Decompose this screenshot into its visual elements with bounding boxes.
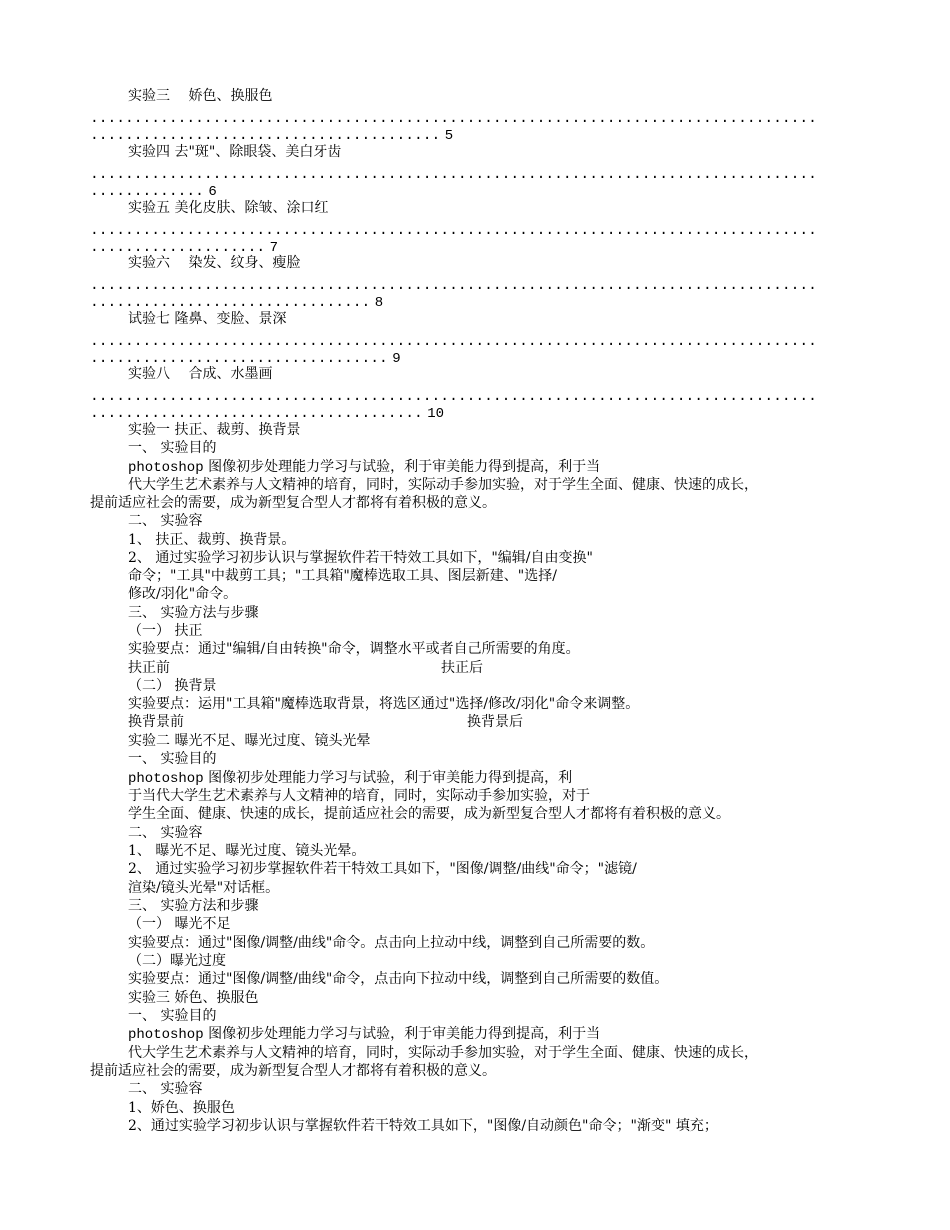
paragraph-line: 实验要点：通过"图像/调整/曲线"命令。点击向上拉动中线，调整到自己所需要的数。 xyxy=(128,935,655,951)
toc-page-number: 5 xyxy=(444,128,454,144)
list-item: 2、通过实验学习初步认识与掌握软件若干特效工具如下，"图像/自动颜色"命令；"渐变" 填充； xyxy=(128,1118,718,1134)
toc-page-number: 8 xyxy=(374,295,384,311)
toc-dots: .................................. xyxy=(90,351,388,367)
toc-leader: ................................................................................... xyxy=(90,278,817,294)
subsection-heading: 三、 实验方法与步骤 xyxy=(128,605,259,621)
toc-leader: ................................................................................... xyxy=(90,223,817,239)
toc-dots: .................... xyxy=(90,240,266,256)
toc-dots: ...................................... xyxy=(90,406,423,422)
paragraph-text: 图像初步处理能力学习与试验，利于审美能力得到提高，利于当 xyxy=(203,459,601,475)
list-item: 2、 通过实验学习初步认识与掌握软件若干特效工具如下，"编辑/自由变换" xyxy=(128,550,593,566)
list-item: 1、 曝光不足、曝光过度、镜头光晕。 xyxy=(128,843,366,859)
subsection-heading: 二、 实验容 xyxy=(128,513,203,529)
paragraph-text: 图像初步处理能力学习与试验，利于审美能力得到提高，利于当 xyxy=(203,1026,601,1042)
subsection-heading: 一、 实验目的 xyxy=(128,751,217,767)
toc-title: 实验五 美化皮肤、除皱、涂口红 xyxy=(128,200,329,216)
step-heading: （二）曝光过度 xyxy=(128,953,226,969)
toc-page-number: 7 xyxy=(269,240,279,256)
toc-page-number: 6 xyxy=(208,184,217,200)
toc-leader: ................................................................................... xyxy=(90,167,817,183)
step-heading: （二） 换背景 xyxy=(128,678,217,694)
paragraph-line: 实验要点：通过"图像/调整/曲线"命令，点击向下拉动中线，调整到自己所需要的数值。 xyxy=(128,971,669,987)
paragraph-line: 学生全面、健康、快速的成长，提前适应社会的需要，成为新型复合型人才都将有着积极的意义。 xyxy=(128,806,730,822)
toc-leader: ................................................................................... xyxy=(90,334,817,350)
toc-title: 试验七 隆鼻、变脸、景深 xyxy=(128,311,287,327)
software-name: photoshop xyxy=(128,1027,204,1043)
toc-title: 实验四 去"斑"、除眼袋、美白牙齿 xyxy=(128,144,342,160)
subsection-heading: 二、 实验容 xyxy=(128,825,203,841)
subsection-heading: 一、 实验目的 xyxy=(128,440,217,456)
toc-title: 实验六 染发、纹身、瘦脸 xyxy=(128,255,301,271)
toc-leader-tail xyxy=(90,404,444,422)
subsection-heading: 一、 实验目的 xyxy=(128,1008,217,1024)
toc-leader-tail xyxy=(90,126,453,144)
toc-leader-tail xyxy=(90,293,383,311)
paragraph-line xyxy=(128,458,600,476)
toc-title: 实验八 合成、水墨画 xyxy=(128,366,273,382)
toc-dots: ................................ xyxy=(90,295,371,311)
subsection-heading: 三、 实验方法和步骤 xyxy=(128,898,259,914)
toc-page-number: 10 xyxy=(427,406,445,422)
paragraph-line: 实验要点：运用"工具箱"魔棒选取背景，将选区通过"选择/修改/羽化"命令来调整。 xyxy=(128,696,640,712)
paragraph-line: 代大学生艺术素养与人文精神的培育，同时，实际动手参加实验，对于学生全面、健康、快速的成长， xyxy=(128,1045,758,1061)
subsection-heading: 二、 实验容 xyxy=(128,1081,203,1097)
image-caption: 换背景后 xyxy=(467,714,523,730)
section-heading: 实验二 曝光不足、曝光过度、镜头光晕 xyxy=(128,733,371,749)
paragraph-line xyxy=(128,1025,600,1043)
toc-page-number: 9 xyxy=(392,351,401,367)
toc-dots: ........................................ xyxy=(90,128,441,144)
paragraph-line: 代大学生艺术素养与人文精神的培育，同时，实际动手参加实验，对于学生全面、健康、快速的成长， xyxy=(128,477,758,493)
paragraph-line: 提前适应社会的需要，成为新型复合型人才都将有着积极的意义。 xyxy=(90,1063,496,1079)
paragraph-line: 实验要点：通过"编辑/自由转换"命令，调整水平或者自己所需要的角度。 xyxy=(128,641,580,657)
paragraph-text: 图像初步处理能力学习与试验，利于审美能力得到提高，利 xyxy=(203,770,573,786)
software-name: photoshop xyxy=(128,771,204,787)
toc-leader: ................................................................................... xyxy=(90,111,817,127)
paragraph-line xyxy=(128,769,572,787)
toc-leader-tail xyxy=(90,182,217,200)
image-caption: 扶正后 xyxy=(441,660,483,676)
section-heading: 实验一 扶正、裁剪、换背景 xyxy=(128,422,301,438)
paragraph-line: 渲染/镜头光晕"对话框。 xyxy=(128,880,280,896)
image-caption: 扶正前 xyxy=(128,660,170,676)
list-item: 1、 扶正、裁剪、换背景。 xyxy=(128,532,296,548)
software-name: photoshop xyxy=(128,460,204,476)
step-heading: （一） 扶正 xyxy=(128,623,203,639)
paragraph-line: 修改/羽化"命令。 xyxy=(128,586,238,602)
paragraph-line: 于当代大学生艺术素养与人文精神的培育，同时，实际动手参加实验，对于 xyxy=(128,788,590,804)
step-heading: （一） 曝光不足 xyxy=(128,916,231,932)
toc-dots: ............. xyxy=(90,184,204,200)
list-item: 1、娇色、换服色 xyxy=(128,1100,235,1116)
paragraph-line: 命令；"工具"中裁剪工具；"工具箱"魔棒选取工具、图层新建、"选择/ xyxy=(128,568,557,584)
image-caption: 换背景前 xyxy=(128,714,184,730)
toc-leader: ................................................................................... xyxy=(90,389,817,405)
paragraph-line: 提前适应社会的需要，成为新型复合型人才都将有着积极的意义。 xyxy=(90,495,496,511)
toc-title: 实验三 娇色、换服色 xyxy=(128,88,273,104)
list-item: 2、 通过实验学习初步掌握软件若干特效工具如下，"图像/调整/曲线"命令；"滤镜/ xyxy=(128,861,637,877)
section-heading: 实验三 娇色、换服色 xyxy=(128,990,259,1006)
